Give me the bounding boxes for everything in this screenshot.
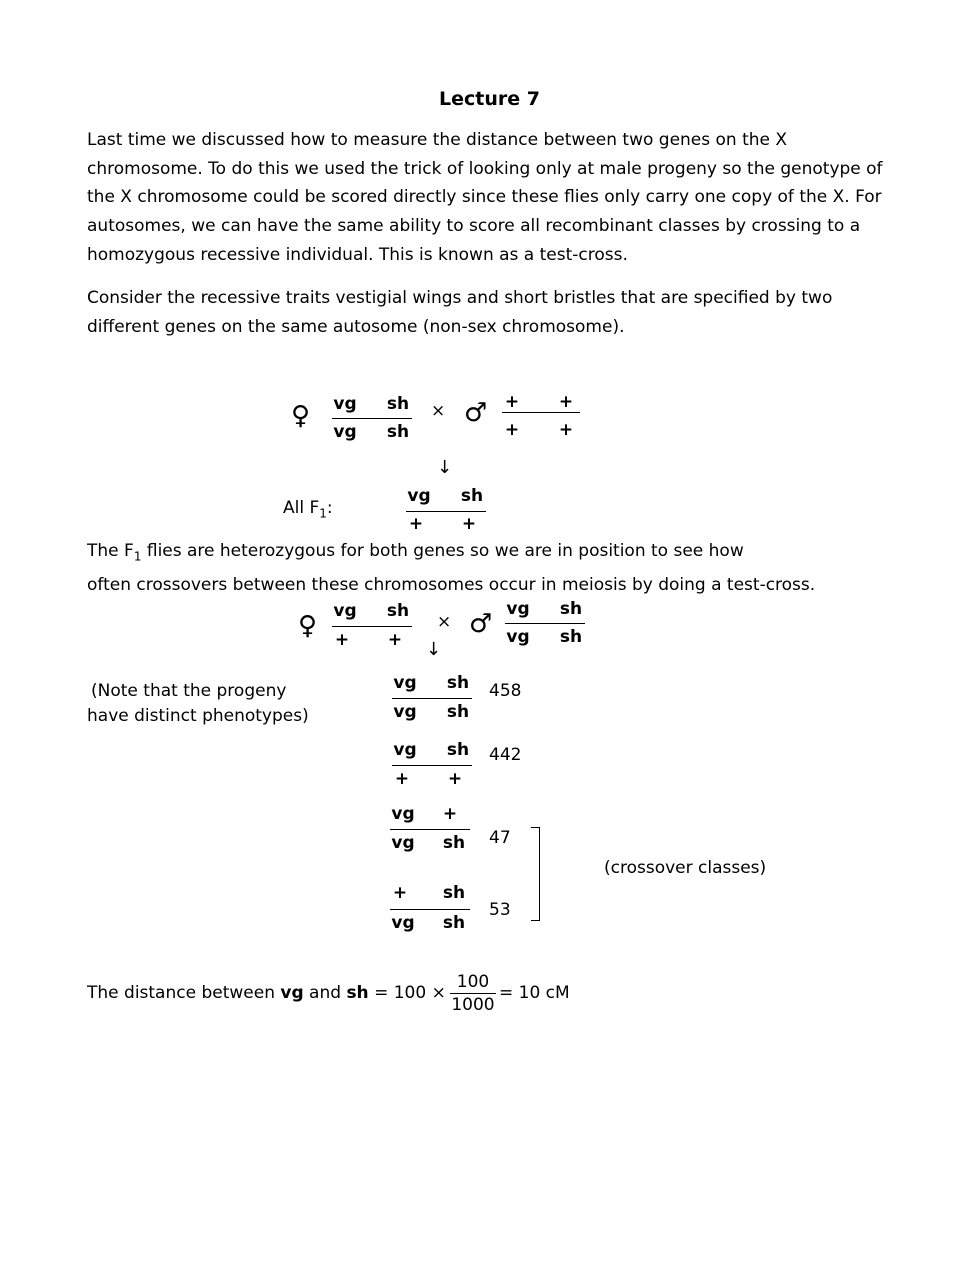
progeny-count: 458 bbox=[489, 681, 522, 701]
distance-equation: The distance between vg and sh = 100 × bbox=[87, 983, 446, 1003]
female-symbol-icon: ♀ bbox=[298, 611, 318, 641]
allele: sh bbox=[442, 833, 466, 853]
genotype-bar bbox=[406, 511, 486, 512]
allele: sh bbox=[559, 627, 583, 647]
male-symbol-icon: ♂ bbox=[469, 609, 493, 639]
allele: + bbox=[334, 630, 350, 650]
cross-symbol: × bbox=[437, 612, 452, 632]
allele: + bbox=[558, 392, 574, 412]
progeny-count: 47 bbox=[489, 828, 511, 848]
allele: + bbox=[394, 769, 410, 789]
allele: + bbox=[408, 514, 424, 534]
allele: + bbox=[504, 392, 520, 412]
allele: + bbox=[387, 630, 403, 650]
allele: + bbox=[442, 804, 458, 824]
note-line-1: (Note that the progeny bbox=[91, 681, 287, 701]
allele: sh bbox=[442, 913, 466, 933]
allele: vg bbox=[393, 740, 417, 760]
allele: vg bbox=[407, 486, 431, 506]
allele: vg bbox=[393, 673, 417, 693]
fraction-denominator: 1000 bbox=[451, 995, 495, 1015]
genotype-bar bbox=[505, 623, 585, 624]
allele: + bbox=[392, 883, 408, 903]
progeny-count: 53 bbox=[489, 900, 511, 920]
allele: vg bbox=[391, 833, 415, 853]
allele: vg bbox=[333, 601, 357, 621]
distance-result: = 10 cM bbox=[499, 983, 570, 1003]
note-line-2: have distinct phenotypes) bbox=[87, 706, 309, 726]
genotype-bar bbox=[502, 412, 580, 413]
allele: vg bbox=[506, 599, 530, 619]
allele: sh bbox=[446, 702, 470, 722]
cross-symbol: × bbox=[431, 401, 446, 421]
crossover-bracket bbox=[531, 827, 540, 921]
allele: sh bbox=[446, 740, 470, 760]
allele: sh bbox=[386, 394, 410, 414]
crossover-label: (crossover classes) bbox=[604, 858, 767, 878]
allele: vg bbox=[333, 394, 357, 414]
consider-paragraph: Consider the recessive traits vestigial wings and short bristles that are specified by two different genes on the same autosome (non-sex chromosome). bbox=[87, 288, 833, 337]
down-arrow-icon: ↓ bbox=[426, 639, 442, 660]
allele: vg bbox=[391, 913, 415, 933]
allele: + bbox=[504, 420, 520, 440]
genotype-bar bbox=[390, 829, 470, 830]
allele: vg bbox=[391, 804, 415, 824]
allele: sh bbox=[386, 422, 410, 442]
down-arrow-icon: ↓ bbox=[437, 457, 453, 478]
genotype-bar bbox=[390, 909, 470, 910]
progeny-count: 442 bbox=[489, 745, 522, 765]
f1-label: All $F_1$: bbox=[283, 498, 333, 521]
allele: sh bbox=[460, 486, 484, 506]
allele: vg bbox=[393, 702, 417, 722]
fraction-bar bbox=[450, 993, 496, 994]
allele: sh bbox=[442, 883, 466, 903]
allele: sh bbox=[559, 599, 583, 619]
male-symbol-icon: ♂ bbox=[464, 398, 488, 428]
allele: sh bbox=[386, 601, 410, 621]
allele: + bbox=[558, 420, 574, 440]
page-title: Lecture 7 bbox=[439, 88, 540, 110]
allele: sh bbox=[446, 673, 470, 693]
fraction-numerator: 100 bbox=[456, 972, 490, 992]
genotype-bar bbox=[332, 418, 412, 419]
f1-paragraph: The $F_1$ flies are heterozygous for both genes so we are in position to see how often crossovers between these chromosomes occur in meiosis by doing a test-cross. bbox=[87, 541, 816, 596]
genotype-bar bbox=[392, 765, 472, 766]
genotype-bar bbox=[392, 698, 472, 699]
female-symbol-icon: ♀ bbox=[291, 401, 311, 431]
allele: vg bbox=[333, 422, 357, 442]
allele: + bbox=[461, 514, 477, 534]
intro-paragraph: Last time we discussed how to measure the distance between two genes on the X chromosome. To do this we used the trick of looking only at male progeny so the genotype of the X chromosome could be scored directly since these flies only carry one copy of the X. For autosomes, we can have the same ability to score all recombinant classes by crossing to a homozygous recessive individual. This is known as a test-cross. bbox=[87, 130, 883, 265]
allele: + bbox=[447, 769, 463, 789]
genotype-bar bbox=[332, 626, 412, 627]
allele: vg bbox=[506, 627, 530, 647]
